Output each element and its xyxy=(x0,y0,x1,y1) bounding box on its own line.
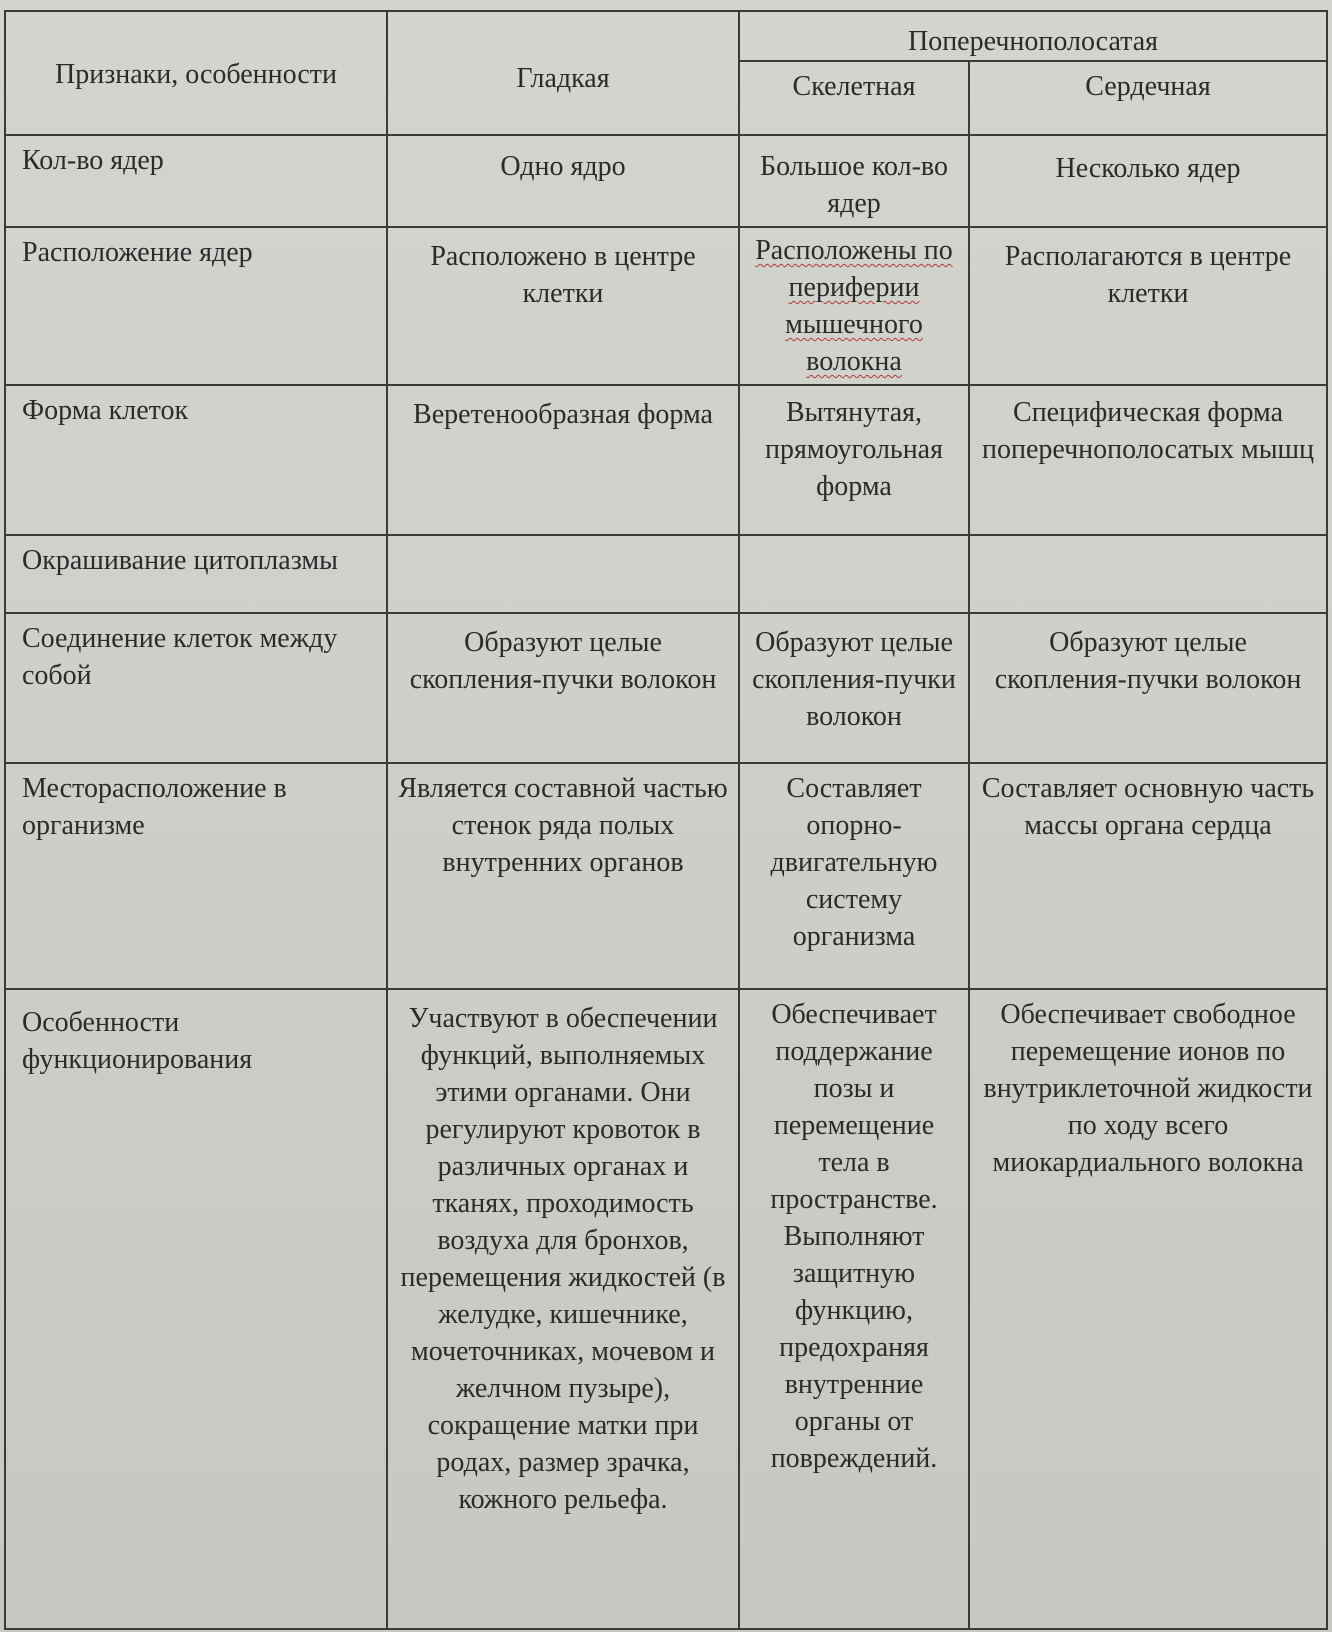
cell-smooth: Одно ядро xyxy=(387,135,739,227)
table-row xyxy=(5,135,1327,227)
cell-skeletal: Вытянутая, прямоугольная форма xyxy=(739,385,969,535)
cell-cardiac xyxy=(969,535,1327,613)
cell-cardiac: Образуют целые скопления-пучки волокон xyxy=(969,613,1327,763)
cell-skeletal: Обеспечивает поддержание позы и перемещение тела в пространстве. Выполняют защитную функцию, предохраняя внутренние органы от повреждений. xyxy=(739,989,969,1629)
row-label: Особенности функционирования xyxy=(5,989,387,1629)
cell-skeletal: Образуют целые скопления-пучки волокон xyxy=(739,613,969,763)
cell-smooth: Веретенообразная форма xyxy=(387,385,739,535)
cell-smooth xyxy=(387,535,739,613)
cell-skeletal xyxy=(739,227,969,385)
row-label: Форма клеток xyxy=(5,385,387,535)
cell-smooth: Образуют целые скопления-пучки волокон xyxy=(387,613,739,763)
header-features: Признаки, особенности xyxy=(54,59,337,90)
cell-smooth: Расположено в центре клетки xyxy=(387,227,739,385)
cell-skeletal xyxy=(739,535,969,613)
cell-skeletal: Большое кол-во ядер xyxy=(739,135,969,227)
table-row xyxy=(5,763,1327,989)
header-features-cell xyxy=(5,11,387,135)
header-cardiac: Сердечная xyxy=(1085,71,1211,102)
header-smooth: Гладкая xyxy=(516,63,610,94)
cell-smooth: Участвуют в обеспечении функций, выполняемых этими органами. Они регулируют кровоток в различных органах и тканях, проходимость воздуха для бронхов, перемещения жидкостей (в желудке, кишечнике, мочеточниках, мочевом и желчном пузыре), сокращение матки при родах, размер зрачка, кожного рельефа. xyxy=(387,989,739,1629)
row-label: Кол-во ядер xyxy=(5,135,387,227)
row-label: Расположение ядер xyxy=(5,227,387,385)
table-row xyxy=(5,613,1327,763)
cell-skeletal: Составляет опорно-двигательную систему организма xyxy=(739,763,969,989)
header-row-top xyxy=(5,11,1327,61)
cell-cardiac: Составляет основную часть массы органа сердца xyxy=(969,763,1327,989)
cell-cardiac: Располагаются в центре клетки xyxy=(969,227,1327,385)
cell-smooth: Является составной частью стенок ряда полых внутренних органов xyxy=(387,763,739,989)
header-skeletal: Скелетная xyxy=(792,71,916,102)
cell-cardiac: Обеспечивает свободное перемещение ионов по внутриклеточной жидкости по ходу всего миокардиального волокна xyxy=(969,989,1327,1629)
cell-skeletal-text: Расположены по периферии мышечного волокна xyxy=(755,235,953,377)
table-row xyxy=(5,535,1327,613)
row-label: Соединение клеток между собой xyxy=(5,613,387,763)
table-row xyxy=(5,227,1327,385)
row-label: Окрашивание цитоплазмы xyxy=(5,535,387,613)
table-row xyxy=(5,989,1327,1629)
row-label: Месторасположение в организме xyxy=(5,763,387,989)
header-smooth-cell xyxy=(387,11,739,135)
table-row xyxy=(5,385,1327,535)
header-striated-cell xyxy=(739,11,1327,61)
cell-cardiac: Специфическая форма поперечнополосатых мышц xyxy=(969,385,1327,535)
header-skeletal-cell xyxy=(739,61,969,135)
cell-cardiac: Несколько ядер xyxy=(969,135,1327,227)
header-cardiac-cell xyxy=(969,61,1327,135)
muscle-tissue-comparison-table xyxy=(4,10,1328,1630)
header-striated: Поперечнополосатая xyxy=(907,26,1159,57)
